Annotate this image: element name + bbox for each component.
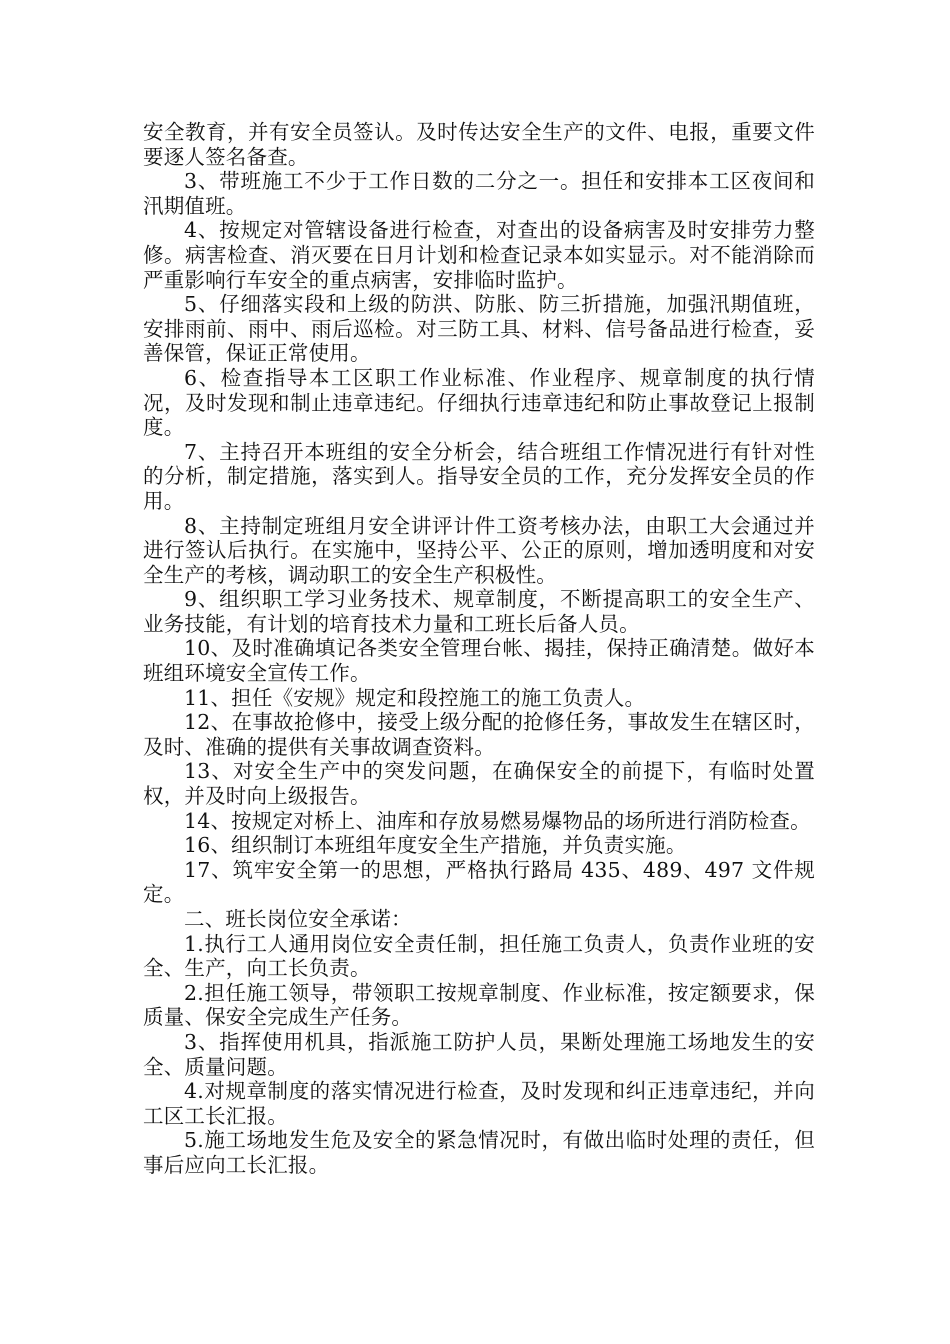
- paragraph: 安全教育，并有安全员签认。及时传达安全生产的文件、电报，重要文件要逐人签名备查。: [143, 120, 815, 169]
- paragraph: 1.执行工人通用岗位安全责任制，担任施工负责人，负责作业班的安全、生产，向工长负责。: [143, 931, 815, 981]
- section-heading: 二、班长岗位安全承诺：: [184, 907, 412, 931]
- paragraph: 10、及时准确填记各类安全管理台帐、揭挂，保持正确清楚。做好本班组环境安全宣传工作。: [143, 636, 815, 686]
- paragraph: 6、检查指导本工区职工作业标准、作业程序、规章制度的执行情况，及时发现和制止违章违纪。仔细执行违章违纪和防止事故登记上报制度。: [143, 365, 815, 440]
- paragraph: 11、担任《安规》规定和段控施工的施工负责人。: [184, 685, 646, 710]
- paragraph: 12、在事故抢修中，接受上级分配的抢修任务，事故发生在辖区时，及时、准确的提供有关事故调查资料。: [143, 710, 815, 759]
- paragraph: 7、主持召开本班组的安全分析会，结合班组工作情况进行有针对性的分析，制定措施，落实到人。指导安全员的工作，充分发挥安全员的作用。: [143, 439, 815, 513]
- paragraph: 8、主持制定班组月安全讲评计件工资考核办法，由职工大会通过并进行签认后执行。在实施中，坚持公平、公正的原则，增加透明度和对安全生产的考核，调动职工的安全生产积极性。: [143, 513, 815, 587]
- paragraph: 16、组织制订本班组年度安全生产措施，并负责实施。: [184, 833, 687, 858]
- paragraph: 5、仔细落实段和上级的防洪、防胀、防三折措施，加强汛期值班，安排雨前、雨中、雨后巡检。对三防工具、材料、信号备品进行检查，妥善保管，保证正常使用。: [143, 292, 815, 366]
- paragraph: 4、按规定对管辖设备进行检查，对查出的设备病害及时安排劳力整修。病害检查、消灭要在日月计划和检查记录本如实显示。对不能消除而严重影响行车安全的重点病害，安排临时监护。: [143, 218, 815, 292]
- paragraph: 13、对安全生产中的突发问题，在确保安全的前提下，有临时处置权，并及时向上级报告。: [143, 759, 815, 809]
- paragraph: 9、组织职工学习业务技术、规章制度，不断提高职工的安全生产、业务技能，有计划的培育技术力量和工班长后备人员。: [143, 587, 815, 636]
- paragraph: 2.担任施工领导，带领职工按规章制度、作业标准，按定额要求，保质量、保安全完成生产任务。: [143, 980, 815, 1030]
- paragraph: 17、筑牢安全第一的思想，严格执行路局 435、489、497 文件规定。: [143, 857, 815, 907]
- paragraph: 5.施工场地发生危及安全的紧急情况时，有做出临时处理的责任，但事后应向工长汇报。: [143, 1128, 815, 1177]
- paragraph: 3、指挥使用机具，指派施工防护人员，果断处理施工场地发生的安全、质量问题。: [143, 1029, 815, 1079]
- paragraph: 3、带班施工不少于工作日数的二分之一。担任和安排本工区夜间和汛期值班。: [143, 169, 815, 218]
- paragraph: 4.对规章制度的落实情况进行检查，及时发现和纠正违章违纪，并向工区工长汇报。: [143, 1079, 815, 1128]
- document-body: [143, 120, 815, 1178]
- paragraph: 14、按规定对桥上、油库和存放易燃易爆物品的场所进行消防检查。: [184, 808, 811, 833]
